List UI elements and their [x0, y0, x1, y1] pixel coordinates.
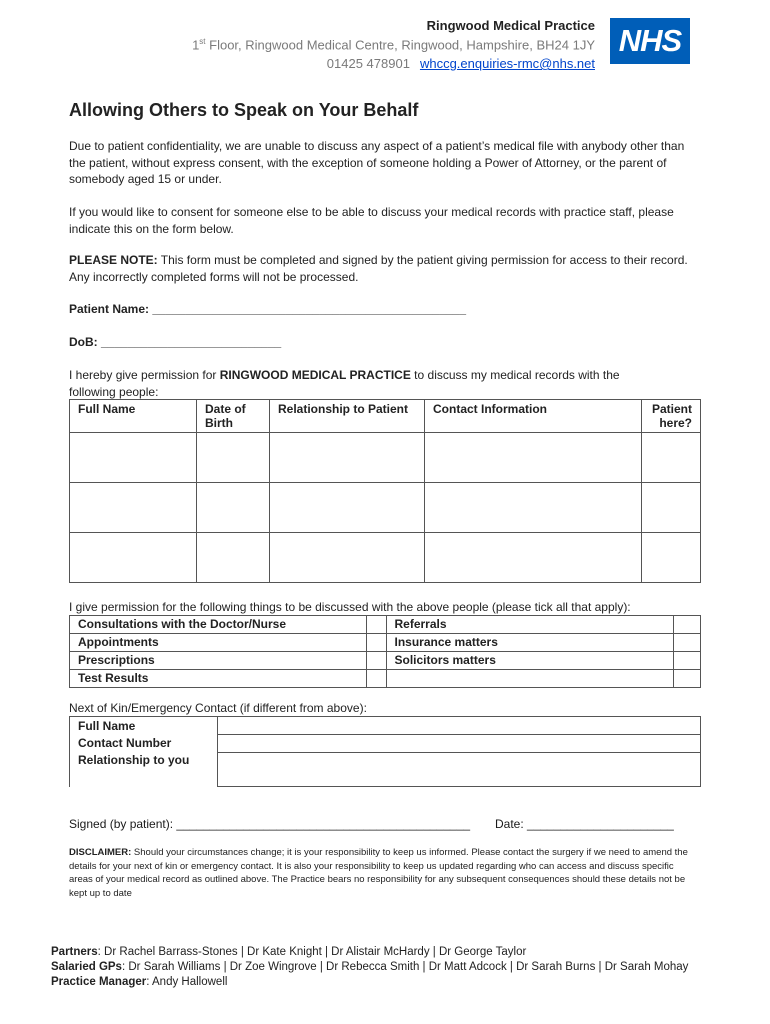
- footer-salaried-gps: [51, 960, 688, 976]
- authorised-people-table: [69, 399, 701, 583]
- cell-relationship[interactable]: [270, 483, 425, 533]
- col-contact-information: Contact Information: [425, 400, 642, 433]
- next-of-kin-table: [69, 716, 701, 787]
- table-row: [70, 670, 701, 688]
- kin-contact-number-label: Contact Number: [78, 736, 172, 750]
- table-row: [70, 616, 701, 634]
- item-label: Solicitors matters: [386, 652, 673, 670]
- address-superscript: st: [199, 37, 206, 46]
- col-relationship: Relationship to Patient: [270, 400, 425, 433]
- signature-field[interactable]: Signed (by patient): ____________________________________________: [69, 817, 471, 831]
- table-row: [70, 717, 701, 787]
- kin-full-name-label: Full Name: [78, 719, 136, 733]
- item-label: Insurance matters: [386, 634, 673, 652]
- dob-field[interactable]: DoB: ___________________________: [69, 335, 282, 349]
- cell-contact[interactable]: [425, 483, 642, 533]
- please-note-paragraph: [69, 252, 694, 285]
- col-date-of-birth: Date of Birth: [197, 400, 270, 433]
- item-label: [386, 670, 673, 688]
- kin-contact-number-input[interactable]: [218, 735, 700, 753]
- cell-contact[interactable]: [425, 433, 642, 483]
- discussion-items-intro: I give permission for the following things to be discussed with the above people (please tick all that apply):: [69, 600, 631, 614]
- partners-names: : Dr Rachel Barrass-Stones | Dr Kate Knight | Dr Alistair McHardy | Dr George Taylor: [97, 946, 527, 958]
- col-full-name: Full Name: [70, 400, 197, 433]
- item-label: Referrals: [386, 616, 673, 634]
- tick-box[interactable]: [367, 652, 386, 670]
- practice-phone: 01425 478901: [326, 56, 410, 71]
- tick-box[interactable]: [673, 616, 701, 634]
- item-label: Prescriptions: [70, 652, 367, 670]
- tick-box[interactable]: [673, 652, 701, 670]
- cell-contact[interactable]: [425, 533, 642, 583]
- cell-full-name[interactable]: [70, 433, 197, 483]
- disclaimer-label: DISCLAIMER:: [69, 847, 132, 858]
- kin-inputs: [218, 717, 701, 787]
- discussion-items-table: [69, 615, 701, 688]
- cell-dob[interactable]: [197, 533, 270, 583]
- footer-practice-manager: [51, 975, 227, 991]
- cell-dob[interactable]: [197, 483, 270, 533]
- table-row: [70, 652, 701, 670]
- table-row[interactable]: [70, 533, 701, 583]
- item-label: Test Results: [70, 670, 367, 688]
- practice-address: [192, 37, 595, 52]
- practice-name: Ringwood Medical Practice: [426, 18, 595, 33]
- tick-box[interactable]: [673, 670, 701, 688]
- salaried-names: : Dr Sarah Williams | Dr Zoe Wingrove | Dr Rebecca Smith | Dr Matt Adcock | Dr Sarah Burns | Dr Sarah Mohay: [121, 961, 689, 973]
- address-prefix: 1: [192, 37, 200, 53]
- permission-intro: [69, 367, 669, 400]
- kin-labels: [70, 717, 218, 787]
- cell-relationship[interactable]: [270, 533, 425, 583]
- cell-relationship[interactable]: [270, 433, 425, 483]
- confidentiality-paragraph: Due to patient confidentiality, we are unable to discuss any aspect of a patient’s medical file with anybody other than the patient, without express consent, with the exception of someone holding a Power of Attorney, or the parent of somebody aged 15 or under.: [69, 139, 685, 186]
- date-field[interactable]: Date: ______________________: [495, 817, 674, 831]
- manager-label: Practice Manager: [51, 976, 147, 988]
- kin-relationship-label: Relationship to you: [78, 753, 190, 767]
- disclaimer-text: Should your circumstances change; it is your responsibility to keep us informed. Please contact the surgery if we need to amend the details for your next of kin or emergency contact. It is also your responsibility to keep us updated regarding who can access and discuss specific areas of your medical record as outlined above. The Practice bears no responsibility for any subsequent consequences should these details not be kept up to date: [69, 847, 688, 899]
- table-header-row: [70, 400, 701, 433]
- partners-label: Partners: [51, 946, 98, 958]
- nhs-logo: NHS: [610, 18, 690, 64]
- disclaimer: [69, 846, 699, 900]
- permission-intro-pre: I hereby give permission for: [69, 368, 220, 382]
- please-note-text: This form must be completed and signed by the patient giving permission for access to their record. Any incorrectly completed forms will not be processed.: [69, 253, 688, 284]
- permission-intro-post: to discuss my medical records with the following people:: [69, 368, 620, 399]
- table-row: [70, 634, 701, 652]
- table-row[interactable]: [70, 483, 701, 533]
- manager-name: : Andy Hallowell: [146, 976, 228, 988]
- cell-dob[interactable]: [197, 433, 270, 483]
- table-row[interactable]: [70, 433, 701, 483]
- practice-contact: [327, 56, 595, 71]
- practice-email-link[interactable]: whccg.enquiries-rmc@nhs.net: [419, 56, 595, 71]
- item-label: Consultations with the Doctor/Nurse: [70, 616, 367, 634]
- tick-box[interactable]: [367, 634, 386, 652]
- address-rest: Floor, Ringwood Medical Centre, Ringwood, Hampshire, BH24 1JY: [205, 37, 595, 53]
- tick-box[interactable]: [367, 616, 386, 634]
- next-of-kin-intro: Next of Kin/Emergency Contact (if different from above):: [69, 701, 367, 715]
- col-patient-here: Patient here?: [642, 400, 701, 433]
- page-title: Allowing Others to Speak on Your Behalf: [69, 100, 419, 120]
- consent-paragraph: If you would like to consent for someone else to be able to discuss your medical records with practice staff, please indicate this on the form below.: [69, 205, 674, 236]
- footer-partners: [51, 945, 526, 961]
- item-label: Appointments: [70, 634, 367, 652]
- salaried-label: Salaried GPs: [51, 961, 122, 973]
- cell-patient-here[interactable]: [642, 483, 701, 533]
- cell-patient-here[interactable]: [642, 433, 701, 483]
- please-note-label: PLEASE NOTE:: [69, 253, 158, 267]
- permission-intro-practice: RINGWOOD MEDICAL PRACTICE: [219, 368, 411, 382]
- kin-full-name-input[interactable]: [218, 717, 700, 735]
- cell-full-name[interactable]: [70, 533, 197, 583]
- cell-full-name[interactable]: [70, 483, 197, 533]
- tick-box[interactable]: [367, 670, 386, 688]
- kin-relationship-input[interactable]: [218, 753, 700, 786]
- tick-box[interactable]: [673, 634, 701, 652]
- cell-patient-here[interactable]: [642, 533, 701, 583]
- patient-name-field[interactable]: Patient Name: _______________________________________________: [69, 302, 467, 316]
